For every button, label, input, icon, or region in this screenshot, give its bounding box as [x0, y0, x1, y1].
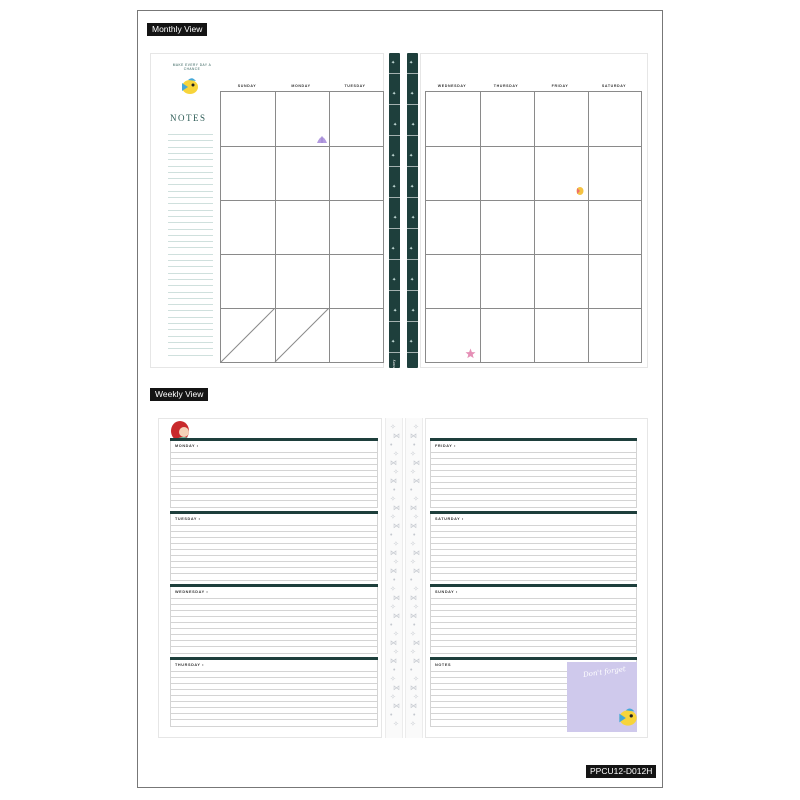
writing-line	[430, 470, 637, 471]
sparkle-icon: ✧	[390, 604, 396, 611]
block-border	[430, 580, 637, 581]
sparkle-icon: ✧	[410, 541, 416, 548]
sparkle-icon: ✦	[410, 184, 415, 190]
notes-line	[168, 329, 213, 330]
sparkle-icon: •	[390, 622, 393, 629]
notes-line	[168, 292, 213, 293]
block-border	[170, 507, 378, 508]
notes-line	[168, 159, 213, 160]
sparkle-icon: ✦	[411, 215, 416, 221]
writing-line	[430, 537, 637, 538]
writing-line	[430, 701, 567, 702]
notes-line	[168, 216, 213, 217]
notes-line	[168, 323, 213, 324]
sparkle-icon: •	[393, 667, 396, 674]
spine-divider	[407, 352, 418, 353]
sparkle-icon: •	[410, 487, 413, 494]
sparkle-icon: ✧	[413, 586, 419, 593]
day-header-thursday: THURSDAY	[493, 84, 519, 88]
block-border	[170, 726, 378, 727]
spine-divider	[407, 73, 418, 74]
spine-divider	[389, 135, 400, 136]
writing-line	[170, 458, 378, 459]
sparkle-icon: ⋈	[390, 640, 397, 647]
writing-line	[170, 628, 378, 629]
weekly-block-friday	[430, 438, 637, 508]
sparkle-icon: ✧	[393, 451, 399, 458]
writing-line	[170, 525, 378, 526]
sparkle-icon: ⋈	[410, 595, 417, 602]
writing-line	[430, 555, 637, 556]
notes-line	[168, 247, 213, 248]
notes-line	[168, 235, 213, 236]
block-header-bar	[170, 657, 378, 660]
writing-line	[170, 719, 378, 720]
writing-line	[430, 549, 637, 550]
sparkle-icon: ✦	[411, 122, 416, 128]
writing-line	[170, 494, 378, 495]
sparkle-icon: ✧	[410, 721, 416, 728]
day-header-monday: MONDAY	[291, 84, 311, 88]
writing-line	[430, 598, 637, 599]
seashell-icon	[316, 134, 328, 144]
spine-divider	[407, 166, 418, 167]
sparkle-icon: ✧	[393, 721, 399, 728]
writing-line	[430, 628, 637, 629]
writing-line	[430, 640, 637, 641]
sparkle-icon: •	[410, 577, 413, 584]
sparkle-icon: •	[413, 712, 416, 719]
sparkle-icon: ✦	[391, 339, 396, 345]
day-header-saturday: SATURDAY	[601, 84, 627, 88]
weekly-day-label: THURSDAY •	[175, 663, 205, 667]
notes-line	[168, 166, 213, 167]
sparkle-icon: ⋈	[413, 658, 420, 665]
writing-line	[430, 610, 637, 611]
sparkle-icon: ✧	[410, 469, 416, 476]
sparkle-icon: ⋈	[410, 703, 417, 710]
writing-line	[430, 476, 637, 477]
weekly-day-label: NOTES	[435, 663, 452, 667]
weekly-day-label: SUNDAY •	[435, 590, 458, 594]
sparkle-icon: ⋈	[413, 460, 420, 467]
writing-line	[430, 458, 637, 459]
writing-line	[430, 561, 637, 562]
notes-line	[168, 285, 213, 286]
sparkle-icon: ✧	[413, 424, 419, 431]
notes-line	[168, 210, 213, 211]
notes-line	[168, 254, 213, 255]
spine-divider	[389, 259, 400, 260]
sparkle-icon: •	[390, 712, 393, 719]
sparkle-icon: ✦	[391, 60, 396, 66]
writing-line	[430, 452, 637, 453]
spine-divider	[389, 197, 400, 198]
writing-line	[430, 464, 637, 465]
sparkle-icon: ⋈	[410, 523, 417, 530]
month-grid-left	[220, 91, 384, 363]
notes-line	[168, 266, 213, 267]
writing-line	[430, 500, 637, 501]
notes-line	[168, 241, 213, 242]
sparkle-icon: •	[393, 577, 396, 584]
weekly-view-label: Weekly View	[150, 388, 208, 401]
writing-line	[170, 671, 378, 672]
weekly-block-wednesday	[170, 584, 378, 654]
sparkle-icon: •	[390, 442, 393, 449]
writing-line	[430, 719, 567, 720]
spine-divider	[407, 259, 418, 260]
sparkle-icon: ✧	[413, 514, 419, 521]
block-header-bar	[430, 657, 637, 660]
writing-line	[430, 689, 567, 690]
sparkle-icon: ✧	[410, 559, 416, 566]
sparkle-icon: ⋈	[393, 613, 400, 620]
notes-line	[168, 310, 213, 311]
notes-line	[168, 178, 213, 179]
sparkle-icon: ✧	[410, 649, 416, 656]
notes-line	[168, 172, 213, 173]
notes-line	[168, 191, 213, 192]
writing-line	[170, 555, 378, 556]
writing-line	[430, 604, 637, 605]
sparkle-icon: ⋈	[413, 478, 420, 485]
writing-line	[170, 610, 378, 611]
monthly-spine-left	[389, 53, 400, 368]
writing-line	[170, 500, 378, 501]
sparkle-icon: ✦	[393, 122, 398, 128]
writing-line	[430, 622, 637, 623]
sparkle-icon: •	[413, 442, 416, 449]
writing-line	[170, 713, 378, 714]
writing-line	[430, 482, 637, 483]
spine-divider	[389, 321, 400, 322]
spine-divider	[389, 73, 400, 74]
writing-line	[170, 598, 378, 599]
weekly-block-tuesday	[170, 511, 378, 581]
notes-line	[168, 222, 213, 223]
block-header-bar	[170, 511, 378, 514]
notes-line	[168, 279, 213, 280]
writing-line	[170, 543, 378, 544]
spine-divider	[389, 104, 400, 105]
spine-divider	[407, 321, 418, 322]
sparkle-icon: •	[390, 532, 393, 539]
notes-line	[168, 348, 213, 349]
writing-line	[170, 616, 378, 617]
fish-small-icon	[575, 186, 585, 197]
sparkle-icon: ⋈	[393, 433, 400, 440]
writing-line	[170, 677, 378, 678]
weekly-block-thursday	[170, 657, 378, 727]
notes-line	[168, 260, 213, 261]
day-header-sunday: SUNDAY	[237, 84, 257, 88]
spine-divider	[407, 290, 418, 291]
sparkle-icon: ✧	[410, 631, 416, 638]
sparkle-icon: ✦	[392, 184, 397, 190]
sparkle-icon: ⋈	[393, 685, 400, 692]
weekly-day-label: MONDAY •	[175, 444, 199, 448]
sparkle-icon: ✦	[411, 308, 416, 314]
sparkle-icon: •	[413, 622, 416, 629]
writing-line	[170, 464, 378, 465]
writing-line	[170, 646, 378, 647]
spine-brand: Disney	[392, 359, 396, 372]
spine-divider	[389, 290, 400, 291]
fish-flounder-icon	[178, 76, 202, 98]
spine-divider	[407, 135, 418, 136]
notes-line	[168, 140, 213, 141]
sparkle-icon: ✦	[409, 60, 414, 66]
writing-line	[430, 713, 567, 714]
sparkle-icon: ⋈	[393, 523, 400, 530]
writing-line	[170, 537, 378, 538]
weekly-spine-right	[405, 418, 423, 738]
notes-line	[168, 184, 213, 185]
writing-line	[170, 561, 378, 562]
notes-line	[168, 317, 213, 318]
sparkle-icon: ✦	[392, 91, 397, 97]
notes-line	[168, 336, 213, 337]
sparkle-icon: ✧	[413, 604, 419, 611]
sparkle-icon: ✧	[393, 541, 399, 548]
writing-line	[430, 567, 637, 568]
sparkle-icon: ✦	[409, 153, 414, 159]
block-header-bar	[430, 438, 637, 441]
writing-line	[430, 573, 637, 574]
fish-flounder-icon	[615, 706, 641, 730]
sparkle-icon: ✦	[393, 215, 398, 221]
notes-line	[168, 273, 213, 274]
sparkle-icon: •	[413, 532, 416, 539]
writing-line	[430, 677, 567, 678]
weekly-block-saturday	[430, 511, 637, 581]
notes-line	[168, 197, 213, 198]
notes-line	[168, 304, 213, 305]
sparkle-icon: ✦	[391, 246, 396, 252]
weekly-spine-left	[385, 418, 403, 738]
spine-divider	[407, 228, 418, 229]
spine-divider	[389, 166, 400, 167]
sparkle-icon: ✧	[393, 649, 399, 656]
sparkle-icon: ✧	[393, 559, 399, 566]
writing-line	[170, 567, 378, 568]
writing-line	[430, 531, 637, 532]
writing-line	[170, 573, 378, 574]
sparkle-icon: ⋈	[413, 550, 420, 557]
block-border	[170, 653, 378, 654]
sparkle-icon: ⋈	[390, 478, 397, 485]
writing-line	[170, 695, 378, 696]
writing-line	[170, 683, 378, 684]
weekly-day-label: TUESDAY •	[175, 517, 201, 521]
sparkle-icon: ✦	[393, 308, 398, 314]
sparkle-icon: ⋈	[393, 505, 400, 512]
notes-line	[168, 147, 213, 148]
writing-line	[430, 683, 567, 684]
spine-divider	[389, 352, 400, 353]
sparkle-icon: ✧	[413, 496, 419, 503]
notes-line	[168, 298, 213, 299]
sparkle-icon: ✧	[390, 496, 396, 503]
sticky-note-text: Don't forget	[582, 665, 627, 679]
day-header-tuesday: TUESDAY	[344, 84, 366, 88]
spine-divider	[407, 104, 418, 105]
writing-line	[170, 470, 378, 471]
sparkle-icon: •	[410, 667, 413, 674]
sparkle-icon: ✦	[392, 277, 397, 283]
writing-line	[430, 543, 637, 544]
writing-line	[170, 531, 378, 532]
writing-line	[170, 634, 378, 635]
sparkle-icon: ✧	[390, 676, 396, 683]
sparkle-icon: ✦	[409, 339, 414, 345]
writing-line	[170, 707, 378, 708]
sparkle-icon: ⋈	[410, 613, 417, 620]
sparkle-icon: ✧	[393, 631, 399, 638]
block-header-bar	[170, 438, 378, 441]
writing-line	[170, 549, 378, 550]
sparkle-icon: ⋈	[410, 505, 417, 512]
sparkle-icon: ⋈	[390, 658, 397, 665]
block-border	[170, 580, 378, 581]
notes-line	[168, 342, 213, 343]
spine-divider	[407, 197, 418, 198]
sparkle-icon: ⋈	[393, 703, 400, 710]
notes-line	[168, 134, 213, 135]
notes-title: NOTES	[170, 113, 207, 123]
sparkle-icon: ✧	[413, 676, 419, 683]
sparkle-icon: ✧	[390, 514, 396, 521]
sparkle-icon: ⋈	[390, 460, 397, 467]
block-header-bar	[430, 511, 637, 514]
sparkle-icon: ✧	[410, 451, 416, 458]
block-header-bar	[170, 584, 378, 587]
sparkle-icon: ⋈	[390, 568, 397, 575]
block-border	[430, 507, 637, 508]
sparkle-icon: ✦	[391, 153, 396, 159]
sparkle-icon: ✦	[410, 91, 415, 97]
notes-line	[168, 203, 213, 204]
writing-line	[170, 452, 378, 453]
day-header-wednesday: WEDNESDAY	[437, 84, 467, 88]
writing-line	[430, 671, 567, 672]
sparkle-icon: ✧	[390, 586, 396, 593]
sku-label: PPCU12-D012H	[586, 765, 656, 778]
writing-line	[170, 488, 378, 489]
sparkle-icon: ⋈	[410, 685, 417, 692]
sparkle-icon: ⋈	[413, 568, 420, 575]
notes-line	[168, 229, 213, 230]
day-header-friday: FRIDAY	[551, 84, 569, 88]
block-border	[430, 653, 637, 654]
spine-divider	[389, 228, 400, 229]
writing-line	[430, 488, 637, 489]
weekly-day-label: SATURDAY •	[435, 517, 464, 521]
writing-line	[170, 640, 378, 641]
sparkle-icon: ⋈	[393, 595, 400, 602]
writing-line	[430, 707, 567, 708]
writing-line	[170, 476, 378, 477]
sparkle-icon: ✧	[413, 694, 419, 701]
writing-line	[430, 634, 637, 635]
writing-line	[430, 695, 567, 696]
weekly-block-monday	[170, 438, 378, 508]
sparkle-icon: ⋈	[413, 640, 420, 647]
monthly-view-label: Monthly View	[147, 23, 207, 36]
writing-line	[170, 604, 378, 605]
sparkle-icon: •	[393, 487, 396, 494]
weekly-day-label: WEDNESDAY •	[175, 590, 209, 594]
starfish-icon	[465, 348, 476, 359]
writing-line	[430, 646, 637, 647]
sparkle-icon: ✦	[409, 246, 414, 252]
weekly-day-label: FRIDAY •	[435, 444, 456, 448]
writing-line	[170, 689, 378, 690]
monthly-motto: MAKE EVERY DAY A CHANCE	[172, 63, 212, 71]
sparkle-icon: ⋈	[390, 550, 397, 557]
monthly-spine-right	[407, 53, 418, 368]
sparkle-icon: ⋈	[410, 433, 417, 440]
writing-line	[170, 482, 378, 483]
writing-line	[170, 701, 378, 702]
month-grid-right	[425, 91, 642, 363]
weekly-block-sunday	[430, 584, 637, 654]
notes-line	[168, 153, 213, 154]
notes-line	[168, 355, 213, 356]
sparkle-icon: ✦	[410, 277, 415, 283]
sparkle-icon: ✧	[390, 424, 396, 431]
writing-line	[430, 494, 637, 495]
sparkle-icon: ✧	[390, 694, 396, 701]
block-header-bar	[430, 584, 637, 587]
writing-line	[170, 622, 378, 623]
sparkle-icon: ✧	[393, 469, 399, 476]
writing-line	[430, 525, 637, 526]
writing-line	[430, 616, 637, 617]
